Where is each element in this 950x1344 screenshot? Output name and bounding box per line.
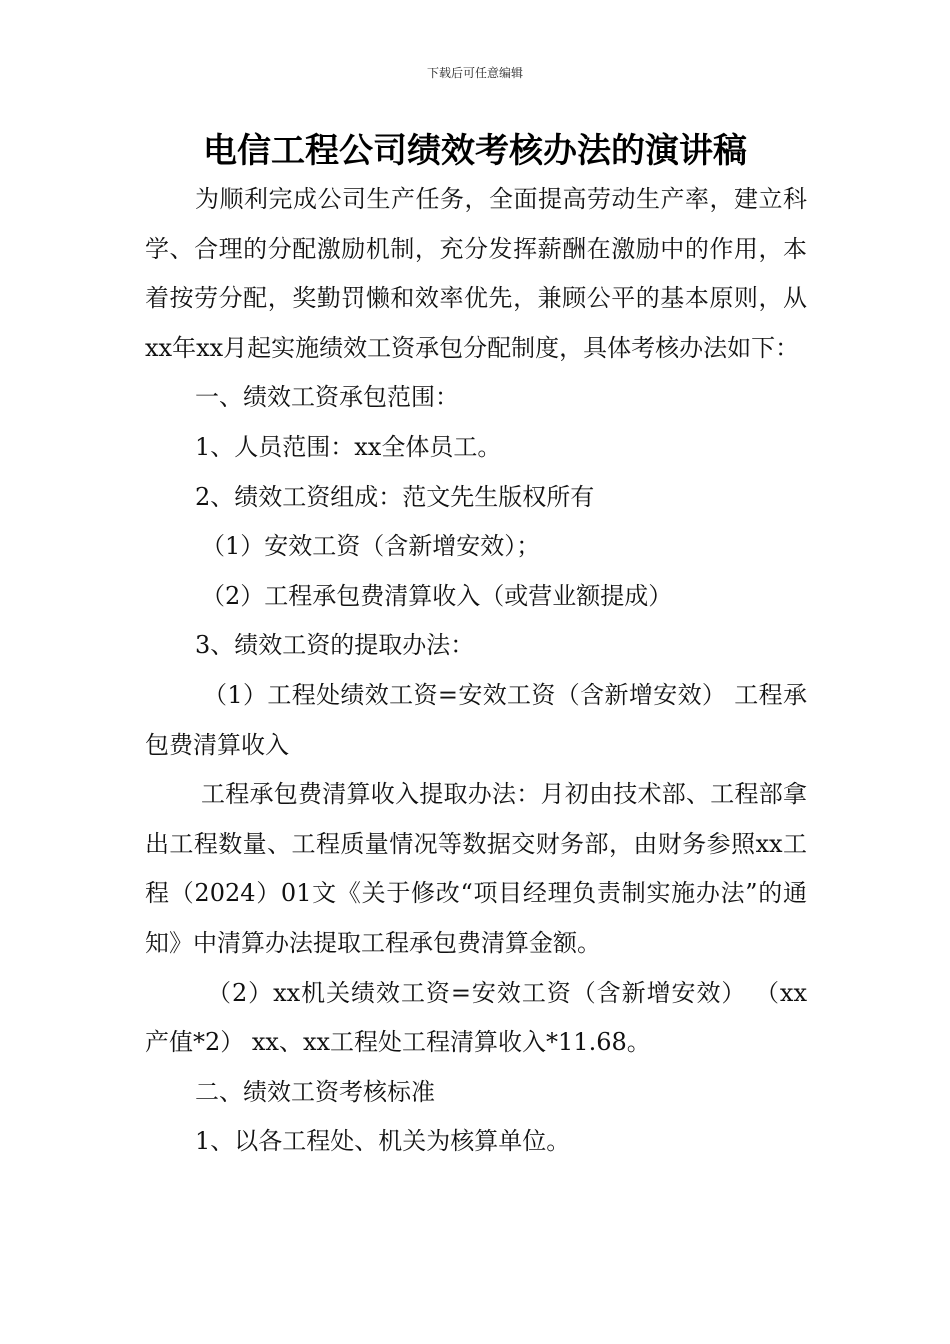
section-heading-2: 二、绩效工资考核标准 xyxy=(195,1077,435,1106)
header-note: 下载后可任意编辑 xyxy=(426,66,523,80)
list-item: （1）安效工资（含新增安效）； xyxy=(201,532,541,561)
formula-paragraph: （2）xx机关绩效工资=安效工资（含新增安效） （xx产值*2） xx、xx工程处工程清算收入*11.68。 xyxy=(145,978,807,1057)
paragraph-intro: 为顺利完成公司生产任务，全面提高劳动生产率，建立科学、合理的分配激励机制，充分发挥薪酬在激励中的作用，本着按劳分配，奖勤罚懒和效率优先，兼顾公平的基本原则，从xx年xx月起实施绩效工资承包分配制度，具体考核办法如下： xyxy=(145,185,807,362)
document-body xyxy=(145,175,807,1167)
list-item: （2）工程承包费清算收入（或营业额提成） xyxy=(201,581,673,610)
list-item: 2、绩效工资组成：范文先生版权所有 xyxy=(195,482,595,511)
section-heading-1: 一、绩效工资承包范围： xyxy=(195,383,459,412)
list-item: 1、人员范围：xx全体员工。 xyxy=(195,432,502,461)
document-title: 电信工程公司绩效考核办法的演讲稿 xyxy=(203,131,747,171)
paragraph-method: 工程承包费清算收入提取办法：月初由技术部、工程部拿出工程数量、工程质量情况等数据交财务部，由财务参照xx工程（2024）01文《关于修改“项目经理负责制实施办法”的通知》中清算办法提取工程承包费清算金额。 xyxy=(145,780,807,957)
list-item: 3、绩效工资的提取办法： xyxy=(195,631,475,660)
formula-paragraph: （1）工程处绩效工资=安效工资（含新增安效） 工程承包费清算收入 xyxy=(145,680,807,759)
list-item: 1、以各工程处、机关为核算单位。 xyxy=(195,1127,571,1156)
